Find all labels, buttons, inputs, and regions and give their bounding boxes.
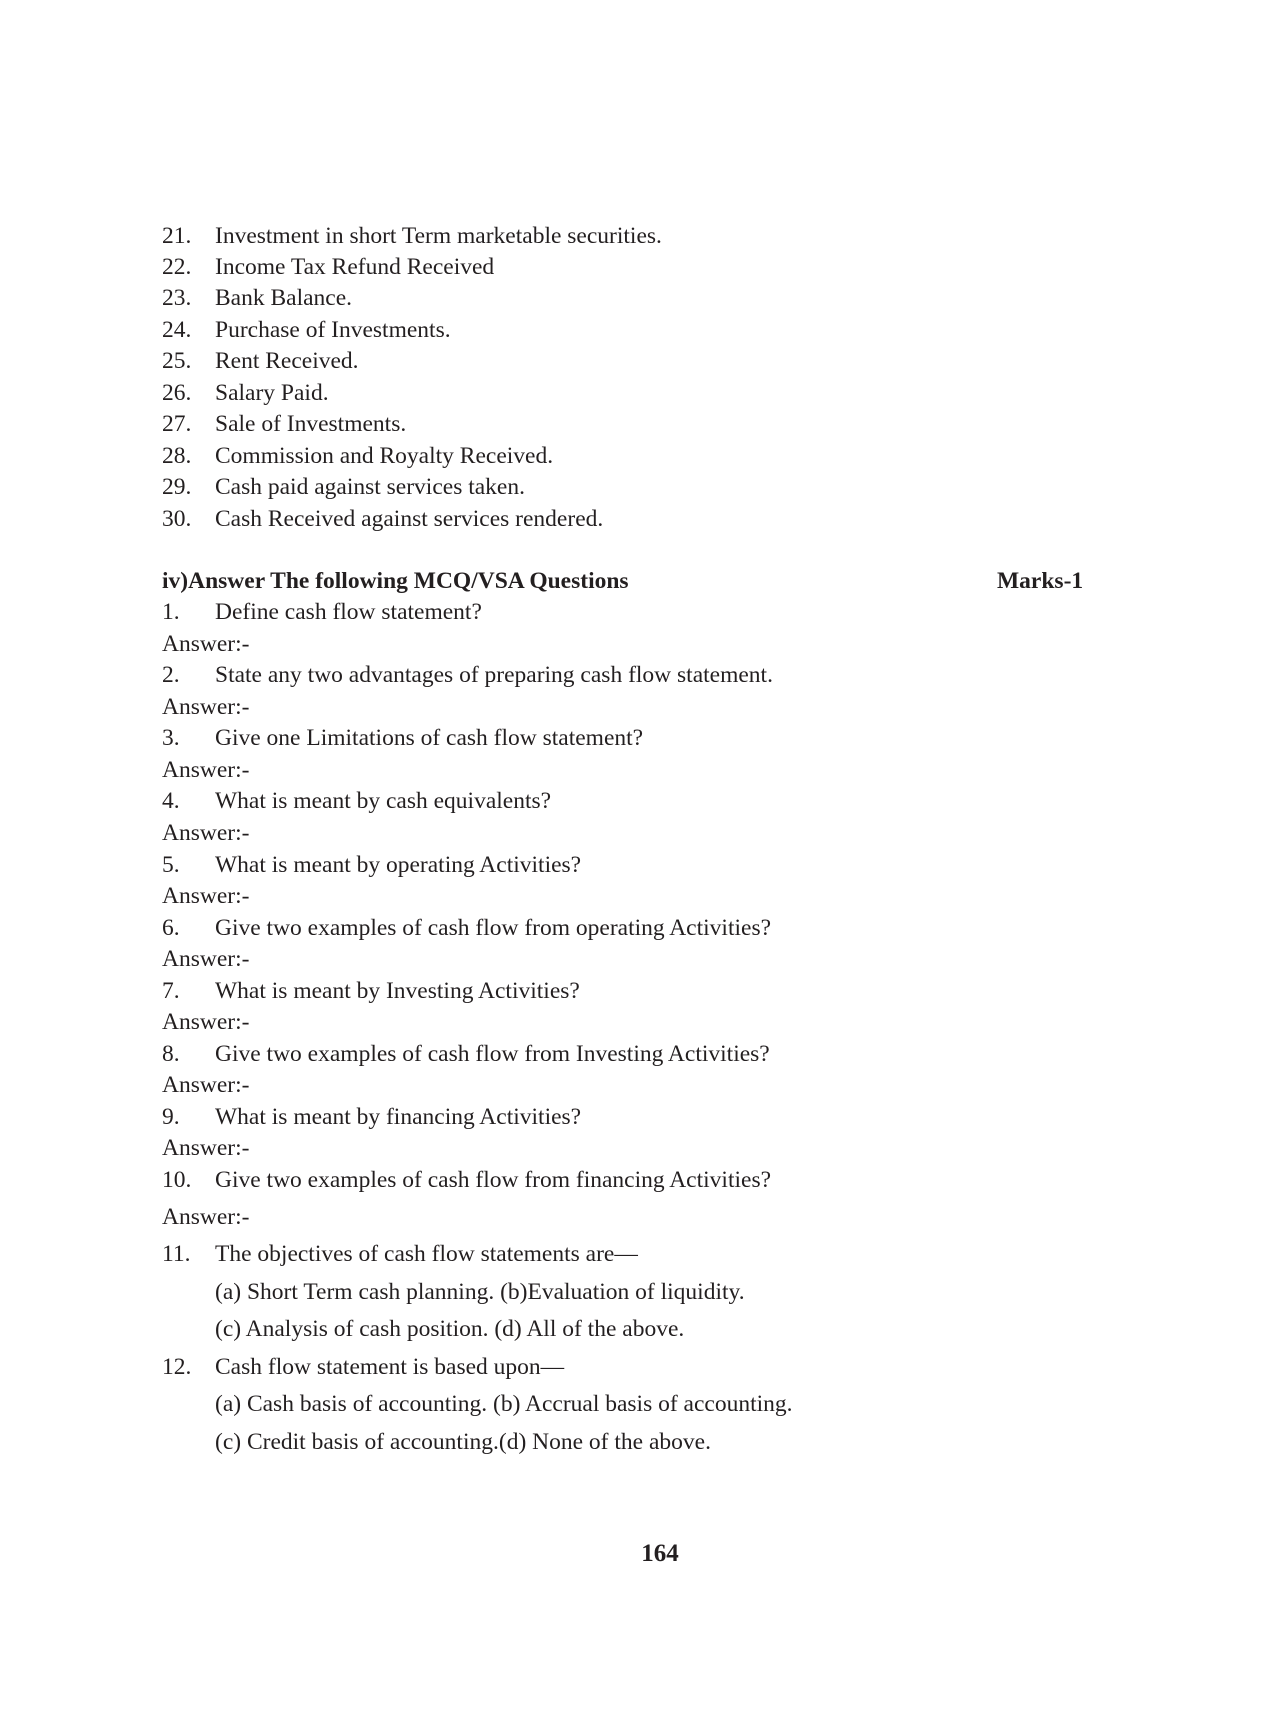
question-item	[162, 1240, 638, 1268]
answer-label: Answer:-	[162, 694, 250, 720]
answer-label: Answer:-	[162, 757, 250, 783]
answer-label: Answer:-	[162, 883, 250, 909]
question-number: 11.	[162, 1241, 191, 1267]
marks-label: Marks-1	[997, 568, 1084, 594]
list-item	[162, 316, 451, 344]
answer-label: Answer:-	[162, 820, 250, 846]
mcq-options-line: (c) Credit basis of accounting.(d) None of the above.	[215, 1429, 711, 1455]
question-number: 10.	[162, 1167, 192, 1193]
answer-label: Answer:-	[162, 946, 250, 972]
item-text: Cash Received against services rendered.	[215, 506, 604, 532]
answer-label: Answer:-	[162, 1204, 250, 1230]
question-text: Cash flow statement is based upon—	[215, 1354, 565, 1380]
question-item	[162, 1353, 564, 1381]
question-item	[162, 977, 580, 1005]
list-item	[162, 410, 406, 438]
item-number: 25.	[162, 348, 192, 374]
item-number: 22.	[162, 254, 192, 280]
question-text: State any two advantages of preparing cash flow statement.	[215, 662, 773, 688]
list-item	[162, 284, 352, 312]
answer-label: Answer:-	[162, 1072, 250, 1098]
question-text: Give two examples of cash flow from Investing Activities?	[215, 1041, 770, 1067]
question-item	[162, 598, 482, 626]
question-number: 3.	[162, 725, 180, 751]
section-heading: iv)Answer The following MCQ/VSA Questions	[162, 568, 629, 594]
question-item	[162, 1166, 771, 1194]
answer-label: Answer:-	[162, 1135, 250, 1161]
item-number: 30.	[162, 506, 192, 532]
list-item	[162, 222, 662, 250]
item-text: Commission and Royalty Received.	[215, 443, 554, 469]
page-number: 164	[641, 1540, 679, 1567]
item-number: 27.	[162, 411, 192, 437]
question-number: 9.	[162, 1104, 180, 1130]
question-text: What is meant by operating Activities?	[215, 852, 582, 878]
item-number: 23.	[162, 285, 192, 311]
question-text: The objectives of cash flow statements are—	[215, 1241, 638, 1267]
question-text: What is meant by financing Activities?	[215, 1104, 582, 1130]
question-item	[162, 661, 773, 689]
item-text: Rent Received.	[215, 348, 359, 374]
item-text: Purchase of Investments.	[215, 317, 451, 343]
item-text: Salary Paid.	[215, 380, 329, 406]
item-number: 29.	[162, 474, 192, 500]
question-number: 12.	[162, 1354, 192, 1380]
list-item	[162, 442, 553, 470]
question-text: Give two examples of cash flow from operating Activities?	[215, 915, 772, 941]
list-item	[162, 253, 494, 281]
question-item	[162, 1040, 770, 1068]
mcq-options-line: (c) Analysis of cash position. (d) All of the above.	[215, 1316, 685, 1342]
list-item	[162, 473, 525, 501]
question-text: Give one Limitations of cash flow statement?	[215, 725, 644, 751]
question-item	[162, 851, 581, 879]
item-number: 26.	[162, 380, 192, 406]
question-item	[162, 1103, 581, 1131]
item-text: Investment in short Term marketable securities.	[215, 223, 662, 249]
answer-label: Answer:-	[162, 631, 250, 657]
question-text: Define cash flow statement?	[215, 599, 482, 625]
question-item	[162, 914, 771, 942]
list-item	[162, 379, 329, 407]
item-text: Income Tax Refund Received	[215, 254, 495, 280]
question-text: What is meant by Investing Activities?	[215, 978, 580, 1004]
question-item	[162, 724, 643, 752]
question-text: Give two examples of cash flow from financing Activities?	[215, 1167, 772, 1193]
list-item	[162, 347, 359, 375]
question-number: 4.	[162, 788, 180, 814]
question-number: 2.	[162, 662, 180, 688]
list-item	[162, 505, 603, 533]
question-number: 6.	[162, 915, 180, 941]
item-text: Cash paid against services taken.	[215, 474, 525, 500]
item-number: 28.	[162, 443, 192, 469]
question-item	[162, 787, 551, 815]
mcq-options-line: (a) Short Term cash planning. (b)Evaluation of liquidity.	[215, 1279, 745, 1305]
item-number: 21.	[162, 223, 192, 249]
question-number: 5.	[162, 852, 180, 878]
item-text: Sale of Investments.	[215, 411, 407, 437]
question-number: 1.	[162, 599, 180, 625]
mcq-options-line: (a) Cash basis of accounting. (b) Accrual basis of accounting.	[215, 1391, 793, 1417]
question-number: 7.	[162, 978, 180, 1004]
item-number: 24.	[162, 317, 192, 343]
answer-label: Answer:-	[162, 1009, 250, 1035]
question-number: 8.	[162, 1041, 180, 1067]
question-text: What is meant by cash equivalents?	[215, 788, 552, 814]
item-text: Bank Balance.	[215, 285, 353, 311]
